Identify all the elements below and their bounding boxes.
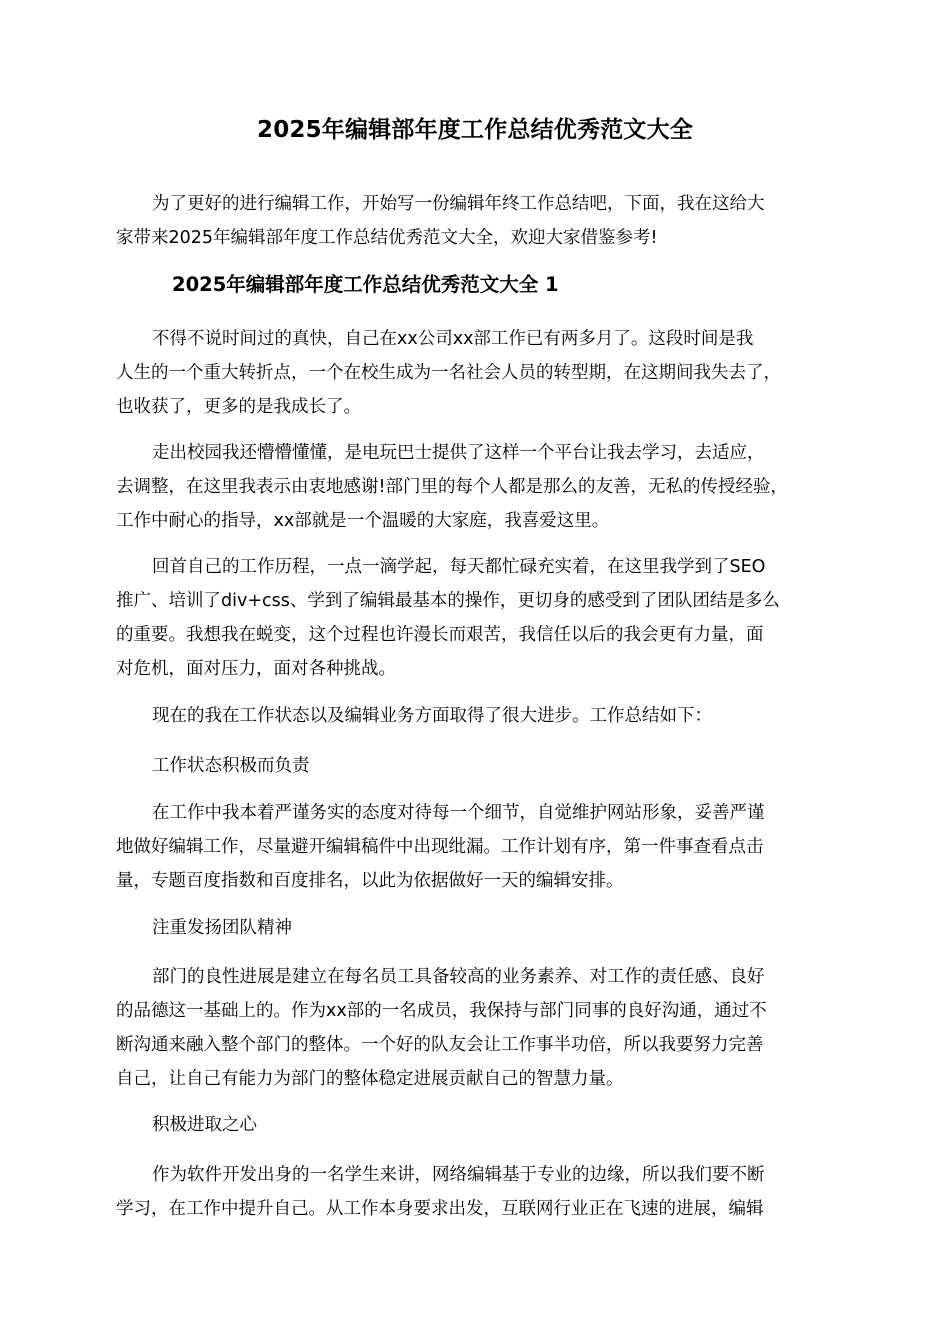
- paragraph-6-line-2: 的品德这一基础上的。作为xx部的一名成员，我保持与部门同事的良好沟通，通过不: [116, 1001, 767, 1021]
- intro-paragraph: [116, 187, 836, 255]
- paragraph-5-line-1: 在工作中我本着严谨务实的态度对待每一个细节，自觉维护网站形象，妥善严谨: [152, 803, 765, 823]
- paragraph-4: [116, 699, 836, 733]
- paragraph-3-line-1: 回首自己的工作历程，一点一滴学起，每天都忙碌充实着，在这里我学到了SEO: [152, 557, 766, 577]
- paragraph-6-line-1: 部门的良性进展是建立在每名员工具备较高的业务素养、对工作的责任感、良好: [152, 967, 765, 987]
- paragraph-6: [116, 960, 836, 1096]
- paragraph-3-line-2: 推广、培训了div+css、学到了编辑最基本的操作，更切身的感受到了团队团结是多么: [116, 591, 780, 611]
- document-title: 2025年编辑部年度工作总结优秀范文大全: [256, 117, 693, 143]
- paragraph-1: [116, 322, 836, 424]
- intro-line-2: 家带来2025年编辑部年度工作总结优秀范文大全，欢迎大家借鉴参考!: [116, 228, 658, 248]
- paragraph-3-line-4: 对危机，面对压力，面对各种挑战。: [116, 659, 396, 679]
- paragraph-5: [116, 796, 836, 898]
- paragraph-2-line-1: 走出校园我还懵懵懂懂，是电玩巴士提供了这样一个平台让我去学习，去适应，: [152, 443, 765, 463]
- heading-team-spirit: 注重发扬团队精神: [152, 918, 292, 938]
- paragraph-5-line-3: 量，专题百度指数和百度排名，以此为依据做好一天的编辑安排。: [116, 871, 624, 891]
- paragraph-3-line-3: 的重要。我想我在蜕变，这个过程也许漫长而艰苦，我信任以后的我会更有力量，面: [116, 625, 764, 645]
- section-title: 2025年编辑部年度工作总结优秀范文大全 1: [172, 273, 559, 296]
- paragraph-1-line-2: 人生的一个重大转折点，一个在校生成为一名社会人员的转型期，在这期间我失去了，: [116, 363, 781, 383]
- paragraph-3: [116, 550, 836, 686]
- paragraph-7-line-1: 作为软件开发出身的一名学生来讲，网络编辑基于专业的边缘，所以我们要不断: [152, 1165, 765, 1185]
- paragraph-7-line-2: 学习，在工作中提升自己。从工作本身要求出发，互联网行业正在飞速的进展，编辑: [116, 1199, 764, 1219]
- paragraph-6-line-3: 断沟通来融入整个部门的整体。一个好的队友会让工作事半功倍，所以我要努力完善: [116, 1035, 764, 1055]
- paragraph-2-line-2: 去调整，在这里我表示由衷地感谢!部门里的每个人都是那么的友善，无私的传授经验，: [116, 477, 789, 497]
- paragraph-2: [116, 436, 836, 538]
- paragraph-1-line-1: 不得不说时间过的真快，自己在xx公司xx部工作已有两多月了。这段时间是我: [152, 329, 754, 349]
- paragraph-7: [116, 1158, 836, 1226]
- paragraph-5-line-2: 地做好编辑工作，尽量避开编辑稿件中出现纰漏。工作计划有序，第一件事查看点击: [116, 837, 764, 857]
- paragraph-1-line-3: 也收获了，更多的是我成长了。: [116, 397, 361, 417]
- heading-work-attitude: 工作状态积极而负责: [152, 756, 310, 776]
- heading-progressive-mind: 积极进取之心: [152, 1115, 257, 1135]
- paragraph-4-line-1: 现在的我在工作状态以及编辑业务方面取得了很大进步。工作总结如下：: [152, 706, 712, 726]
- paragraph-2-line-3: 工作中耐心的指导，xx部就是一个温暖的大家庭，我喜爱这里。: [116, 511, 610, 531]
- paragraph-6-line-4: 自己，让自己有能力为部门的整体稳定进展贡献自己的智慧力量。: [116, 1069, 624, 1089]
- intro-line-1: 为了更好的进行编辑工作，开始写一份编辑年终工作总结吧，下面，我在这给大: [152, 194, 765, 214]
